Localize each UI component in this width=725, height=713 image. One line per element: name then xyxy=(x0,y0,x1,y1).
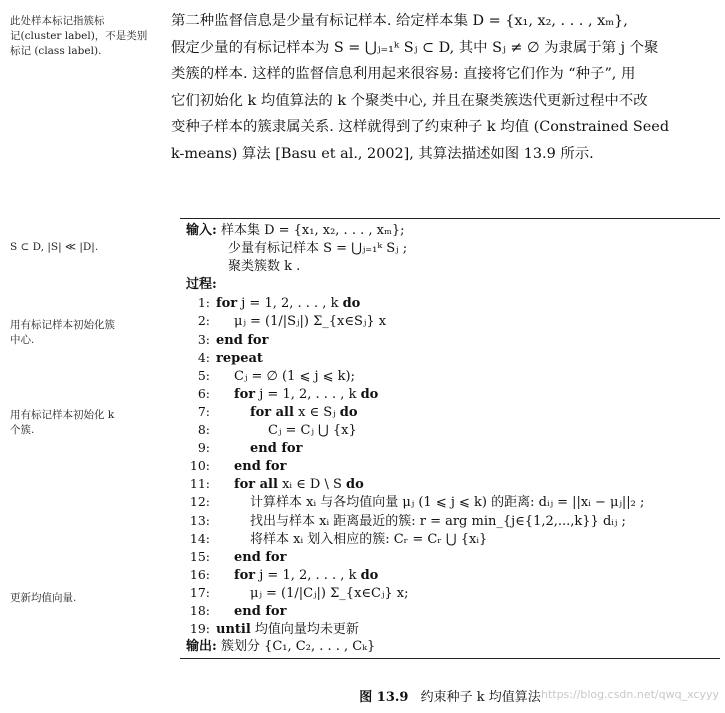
step-number: 10: xyxy=(189,458,210,474)
input-line: 样本集 D = {x₁, x₂, . . . , xₘ}; xyxy=(220,223,405,238)
figure-number: 图 13.9 xyxy=(359,690,409,705)
step-number: 18: xyxy=(189,602,210,618)
step-keyword: until xyxy=(216,622,251,638)
paragraph-line: 假定少量的有标记样本为 S = ⋃ⱼ₌₁ᵏ Sⱼ ⊂ D, 其中 Sⱼ ≠ ∅ 为隶属于第 j 个聚 xyxy=(171,39,659,56)
step-text: Cⱼ = Cⱼ ⋃ {x} xyxy=(268,423,357,439)
step-body xyxy=(234,604,286,619)
step-body xyxy=(216,351,263,366)
step-body xyxy=(250,441,302,456)
step-body xyxy=(216,622,359,637)
algorithm-step xyxy=(180,620,720,638)
step-keyword: do xyxy=(360,567,379,583)
algorithm-step xyxy=(180,331,720,349)
step-number: 2: xyxy=(197,313,210,329)
algorithm-step xyxy=(180,367,720,385)
step-keyword: do xyxy=(342,296,361,312)
step-number: 1: xyxy=(197,295,210,311)
step-number: 14: xyxy=(189,530,210,546)
algorithm-step xyxy=(180,548,720,566)
step-text: 找出与样本 xᵢ 距离最近的簇: r = arg min_{j∈{1,2,...,k}} dᵢⱼ ; xyxy=(250,513,626,529)
step-text: x ∈ Sⱼ xyxy=(293,404,340,420)
step-keyword: end for xyxy=(234,459,287,475)
step-body xyxy=(234,550,286,565)
watermark: https://blog.csdn.net/qwq_xcyyy xyxy=(540,688,719,701)
step-body xyxy=(250,495,644,510)
paragraph-line: 第二种监督信息是少量有标记样本. 给定样本集 D = {x₁, x₂, . . . , xₘ}, xyxy=(171,13,628,29)
step-body xyxy=(234,477,364,492)
step-number: 13: xyxy=(189,512,210,528)
step-number: 4: xyxy=(197,349,210,365)
step-body xyxy=(234,314,386,329)
algorithm-step xyxy=(180,566,720,584)
step-keyword: end for xyxy=(216,332,269,348)
margin-note-subset: S ⊂ D, |S| ≪ |D|. xyxy=(10,241,99,253)
algorithm-step xyxy=(180,475,720,493)
algorithm-step xyxy=(180,439,720,457)
step-keyword: do xyxy=(346,477,364,493)
step-text: 计算样本 xᵢ 与各均值向量 μⱼ (1 ⩽ j ⩽ k) 的距离: dᵢⱼ = ||xᵢ − μⱼ||₂ ; xyxy=(250,495,645,511)
step-number: 8: xyxy=(197,422,210,438)
step-keyword: for xyxy=(216,296,238,312)
algorithm-output xyxy=(180,638,720,656)
algorithm-step xyxy=(180,493,720,511)
input-label: 输入: xyxy=(186,223,217,238)
step-number: 12: xyxy=(189,494,210,510)
algorithm-steps xyxy=(180,294,720,638)
step-number: 15: xyxy=(189,548,210,564)
step-body xyxy=(216,333,268,348)
step-body xyxy=(234,369,355,384)
step-keyword: for all xyxy=(250,404,294,420)
algorithm-step xyxy=(180,457,720,475)
algorithm-step xyxy=(180,349,720,367)
step-body xyxy=(250,514,626,529)
algorithm-step xyxy=(180,584,720,602)
paragraph-line: 它们初始化 k 均值算法的 k 个聚类中心, 并且在聚类簇迭代更新过程中不改 xyxy=(171,92,648,109)
algorithm-step xyxy=(180,421,720,439)
output-text: 簇划分 {C₁, C₂, . . . , Cₖ} xyxy=(220,639,376,655)
step-keyword: do xyxy=(360,386,379,402)
algorithm-input xyxy=(180,222,720,240)
algorithm-step xyxy=(180,385,720,403)
step-number: 5: xyxy=(197,367,210,383)
step-keyword: for xyxy=(234,567,256,583)
step-keyword: end for xyxy=(234,603,287,619)
step-body xyxy=(268,423,357,438)
algorithm-step xyxy=(180,512,720,530)
margin-note-init-k-clusters: 用有标记样本初始化 k 个簇. xyxy=(10,409,115,436)
algorithm-box xyxy=(180,218,720,659)
algorithm-step xyxy=(180,312,720,330)
step-text: xᵢ ∈ D \ S xyxy=(277,477,347,493)
step-number: 19: xyxy=(189,621,210,637)
step-text: 将样本 xᵢ 划入相应的簇: Cᵣ = Cᵣ ⋃ {xᵢ} xyxy=(250,531,488,547)
step-number: 6: xyxy=(197,385,210,401)
step-number: 11: xyxy=(189,476,210,492)
figure-title: 约束种子 k 均值算法 xyxy=(420,690,541,705)
step-body xyxy=(234,387,378,402)
margin-note-update-means: 更新均值向量. xyxy=(10,592,77,604)
algorithm-step xyxy=(180,294,720,312)
paragraph-line: k-means) 算法 [Basu et al., 2002], 其算法描述如图 13.9 所示. xyxy=(171,145,594,162)
step-body xyxy=(234,568,378,583)
step-body xyxy=(250,532,487,547)
process-label: 过程: xyxy=(186,277,217,293)
step-keyword: end for xyxy=(250,441,303,457)
step-body xyxy=(216,296,360,311)
step-keyword: for all xyxy=(234,477,278,493)
step-body xyxy=(250,405,358,420)
step-number: 16: xyxy=(189,566,210,582)
algorithm-step xyxy=(180,403,720,421)
step-number: 3: xyxy=(197,331,210,347)
margin-note-init-centers: 用有标记样本初始化簇 中心. xyxy=(10,319,115,346)
step-keyword: repeat xyxy=(216,350,263,366)
step-body xyxy=(250,586,409,601)
step-body xyxy=(234,459,286,474)
output-label: 输出: xyxy=(186,639,217,655)
body-paragraph xyxy=(171,8,719,167)
paragraph-line: 类簇的样本. 这样的监督信息利用起来很容易: 直接将它们作为 “种子”, 用 xyxy=(171,66,636,82)
input-line: 聚类簇数 k . xyxy=(228,259,301,275)
step-text: j = 1, 2, . . . , k xyxy=(237,296,343,312)
input-line: 少量有标记样本 S = ⋃ⱼ₌₁ᵏ Sⱼ ; xyxy=(228,241,408,257)
step-text: μⱼ = (1/|Cⱼ|) Σ_{x∈Cⱼ} x; xyxy=(250,585,409,601)
step-keyword: for xyxy=(234,386,256,402)
step-text: j = 1, 2, . . . , k xyxy=(255,567,361,583)
margin-note-cluster-label: 此处样本标记指簇标 记(cluster label)，不是类别 标记 (class label). xyxy=(10,15,148,57)
paragraph-line: 变种子样本的簇隶属关系. 这样就得到了约束种子 k 均值 (Constrained Seed xyxy=(171,119,670,135)
step-number: 7: xyxy=(197,403,210,419)
step-keyword: end for xyxy=(234,549,287,565)
step-number: 17: xyxy=(189,584,210,600)
algorithm-step xyxy=(180,530,720,548)
step-text: Cⱼ = ∅ (1 ⩽ j ⩽ k); xyxy=(234,368,356,384)
step-text: μⱼ = (1/|Sⱼ|) Σ_{x∈Sⱼ} x xyxy=(234,314,387,330)
step-keyword: do xyxy=(339,404,358,420)
step-text: 均值向量均未更新 xyxy=(250,622,359,638)
step-text: j = 1, 2, . . . , k xyxy=(255,386,361,402)
algorithm-step xyxy=(180,602,720,620)
step-number: 9: xyxy=(197,440,210,456)
